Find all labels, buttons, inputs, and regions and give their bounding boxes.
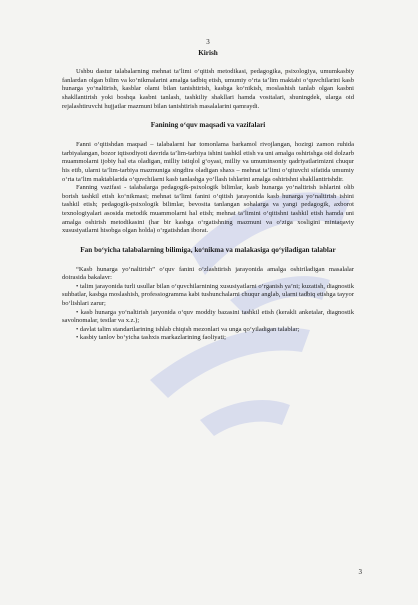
section2-heading: Fan bo‘yicha talabalarning bilimiga, ko‘nikma va malakasiga qo‘yiladigan talablar	[80, 245, 336, 254]
section2-intro: “Kasb hunarga yo‘naltirish” o‘quv fanini o‘zlashtirish jarayonida amalga oshiriladigan masalalar doirasida bakalavr:	[62, 265, 354, 282]
intro-paragraph: Ushbu dastur talabalarning mehnat ta’limi o‘qitish metodikasi, pedagogika, psixologiya, umumkasbiy fanlardan olgan bilim va ko‘nikmalarini amalga tadbiq etish, umumiy o‘rta ta’lim maktabi o‘quvchilarini kasb hunarga yo‘naltirish, kasblar olami bilan tanishtirish, kasbga ko‘nikish, moslashish tanlab olgan kasbni shakllantirish yoki boshqa kasbni tanlash, tashkiliy shakllari hamda vositalari, shuningdek, ularga oid rejalashtiruvchi hujjatlar mazmuni bilan tanishtirish masalalarini qamraydi.	[62, 68, 354, 110]
list-item: • davlat talim standartlarining ishlab chiqish mezonlari va unga qo‘yiladigan talablar;	[76, 325, 300, 333]
section1-paragraph-1: Fanni o‘qitishdan maqsad – talabalarni har tomonlama barkamol rivojlangan, hozirgi zamon ruhida tarbiyalangan, bozor iqtisodiyoti davrida ta’lim-tarbiya ishini tashkil etish va uni amalga oshirishga oid dolzarb muammolarni ijobiy hal eta oladigan, milliy istiqlol g‘oyasi, milliy va umuminsoniy qadriyatlarimizni chuqur his etib, ularni ta’lim-tarbiya mazmuniga singdira oladigan shaxs – mehnat ta’limi o‘qituvchi sifatida umumiy o‘rta ta’lim maktablarida o‘quvchilarni kasb tanlashga yo‘llash ishlarini amalga oshirishni shakllantirishdir.	[62, 141, 354, 183]
page-number-bottom: 3	[358, 568, 362, 576]
list-item: • talim jarayonida turli usullar bilan o‘quvchilarnining xususiyatlarni o‘rganish ya’ni; kuzatish, diagnostik suhbatlar, kasbga moslashish, professiogramma kabi tushunchalarni chuqur anglab, ularni tadbiq etishga tayyor bo‘lishlari zarur;	[62, 282, 354, 308]
list-item: • kasbiy tanlov bo‘yicha tashxis markazlarining faoliyati;	[76, 334, 226, 342]
page-number-top: 3	[206, 38, 210, 46]
page-content	[62, 38, 354, 343]
section1-heading: Fanining o‘quv maqsadi va vazifalari	[150, 121, 266, 130]
page-title: Kirish	[198, 48, 218, 57]
requirements-list	[62, 283, 354, 343]
list-item: • kasb hunarga yo‘naltirish jaryonida o‘quv moddiy bazasini tashkil etish (kerakli anketalar, diagnostik savolnomalar, testlar va x.z.);	[62, 308, 354, 325]
section1-paragraph-2: Fanning vazifasi - talabalarga pedagogik-psixologik bilimlar, kasb hunarga yo‘naltirish ishlarini olib borish tashkil etish ko‘nikmasi; mehnat ta’limi fanini o‘qitish jarayonida kasb hunarga yo‘naltirish ishini tashkil etish; pedagogik-psixologik bilimlar, bevosita tanlangan sohalarga va yangi pedagogik, axborot texnologiyalari asosida metodik muammolarni hal etish; mehnat ta’limini o‘qitishni tashkil etish hamda uni amalga oshirish metodikasini (har bir kasbga o‘rgatishning mazmuni va o‘ziga xosligini mintaqaviy xususiyatlarni hisobga olgan holda) o‘rgatishdan iborat.	[62, 184, 354, 235]
watermark-stroke-4	[200, 400, 290, 436]
